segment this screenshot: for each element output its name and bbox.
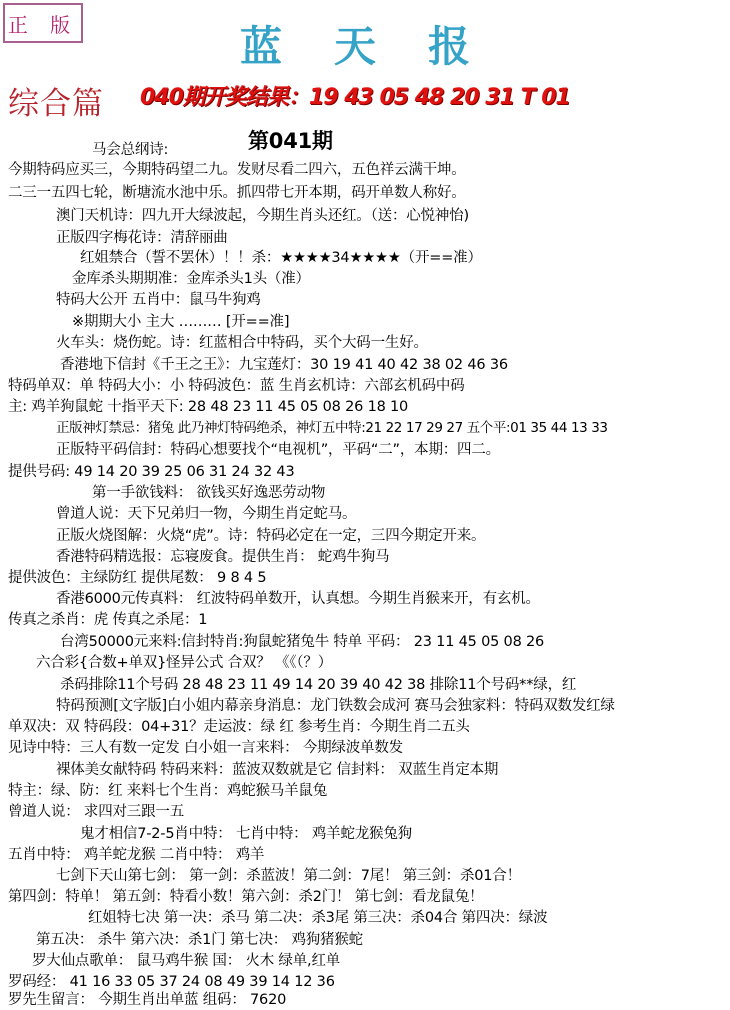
tip-line: 正版特平码信封：特码心想要找个“电视机”，平码“二”，本期：四二。 — [56, 442, 500, 458]
tip-line: 台湾50000元来料:信封特肖:狗鼠蛇猪兔牛 特单 平码： 23 11 45 05 08 26 — [60, 634, 545, 650]
section-heading: 综合篇 — [8, 86, 104, 122]
tip-line: 提供波色：主绿防红 提供尾数： 9 8 4 5 — [8, 570, 267, 586]
tip-line: 提供号码: 49 14 20 39 25 06 31 24 32 43 — [8, 464, 295, 480]
tip-line: 第一手欲钱料： 欲钱买好逸恶劳动物 — [92, 485, 326, 501]
tip-line: 红姐禁合（誓不罢休）！！杀：★★★★34★★★★（开==准） — [80, 250, 482, 266]
tip-line: 七剑下天山第七剑： 第一剑：杀蓝波！第二剑：7尾！ 第三剑：杀01合！ — [56, 868, 521, 884]
newspaper-title: 蓝天报 — [240, 22, 523, 71]
tip-line: 曾道人说： 求四对三跟一五 — [8, 804, 185, 820]
tip-line: 五肖中特： 鸡羊蛇龙猴 二肖中特： 鸡羊 — [8, 847, 265, 863]
tip-line: 香港地下信封《千王之王》：九宝莲灯：30 19 41 40 42 38 02 46 36 — [60, 357, 508, 373]
tip-line: 杀码排除11个号码 28 48 23 11 49 14 20 39 40 42 38 排除11个号码**绿，红 — [60, 677, 577, 693]
tip-line: 曾道人说：天下兄弟归一物，今期生肖定蛇马。 — [56, 506, 357, 522]
tip-line: 罗码经： 41 16 33 05 37 24 08 49 39 14 12 36 — [8, 974, 335, 990]
tip-line: 裸体美女献特码 特码来料：蓝波双数就是它 信封料： 双蓝生肖定本期 — [56, 762, 499, 778]
tip-line: 正版四字梅花诗：清辞丽曲 — [56, 230, 228, 246]
tip-line: 红姐特七决 第一决：杀马 第二决：杀3尾 第三决：杀04合 第四决：绿波 — [88, 910, 548, 926]
tip-line: 金库杀头期期准：金库杀头1头（准） — [72, 271, 310, 287]
tip-line: 主: 鸡羊狗鼠蛇 十指平天下: 28 48 23 11 45 05 08 26 18 10 — [8, 399, 409, 415]
tip-line: ※期期大小 主大 ……… [开==准] — [72, 314, 290, 330]
poem-line: 今期特码应买三，今期特码望二九。发财尽看二四六，五色祥云满干坤。 — [8, 162, 466, 178]
genuine-stamp: 正 版 — [3, 3, 83, 43]
tip-line: 正版火烧图解：火烧“虎”。诗：特码必定在一定，三四今期定开来。 — [56, 528, 486, 544]
poem-line: 二三一五四七轮，断塘流水池中乐。抓四带七开本期，码开单数人称好。 — [8, 185, 466, 201]
tip-line: 见诗中特：三人有数一定发 白小姐一言来料： 今期绿波单数发 — [8, 740, 403, 756]
poem-heading: 马会总纲诗: — [92, 142, 169, 158]
tip-line: 澳门天机诗：四九开大绿波起，今期生肖头还红。（送：心悦神怡) — [56, 208, 469, 224]
tip-line: 正版神灯禁忌：猪兔 此乃神灯特码绝杀，神灯五中特:21 22 17 29 27 五个平:01 35 44 13 33 — [56, 420, 608, 436]
tip-line: 传真之杀肖：虎 传真之杀尾：1 — [8, 612, 208, 628]
tip-line: 单双决：双 特码段：04+31？走运波：绿 红 参考生肖：今期生肖二五头 — [8, 719, 470, 735]
tip-line: 特主：绿、防：红 来料七个生肖：鸡蛇猴马羊鼠兔 — [8, 783, 328, 799]
issue-number: 第041期 — [248, 129, 333, 153]
tip-line: 第五决： 杀牛 第六决：杀1门 第七决： 鸡狗猪猴蛇 — [36, 932, 363, 948]
previous-draw-result: 040期开奖结果：19 43 05 48 20 31 T 01 — [140, 85, 570, 110]
tip-line: 特码大公开 五肖中：鼠马牛狗鸡 — [56, 292, 261, 308]
tip-line: 罗大仙点歌单： 鼠马鸡牛猴 国： 火木 绿单,红单 — [32, 953, 341, 969]
tip-line: 香港特码精选报：忘寝废食。提供生肖： 蛇鸡牛狗马 — [56, 549, 390, 565]
tip-line: 鬼才相信7-2-5肖中特： 七肖中特： 鸡羊蛇龙猴兔狗 — [80, 826, 412, 842]
tip-line: 特码预测[文字版]白小姐内幕亲身消息：龙门铁数会成河 赛马会独家料：特码双数发红绿 — [56, 698, 615, 714]
tip-line: 香港6000元传真料： 红波特码单数开，认真想。今期生肖猴来开，有玄机。 — [56, 591, 540, 607]
tip-line: 罗先生留言： 今期生肖出单蓝 组码： 7620 — [8, 992, 287, 1008]
tip-line: 六合彩{合数+单双}怪异公式 合双？ 《《（？） — [36, 655, 333, 671]
tip-line: 特码单双：单 特码大小：小 特码波色：蓝 生肖玄机诗：六部玄机码中码 — [8, 378, 465, 394]
tip-line: 火车头：烧伤蛇。诗：红蓝相合中特码，买个大码一生好。 — [56, 335, 428, 351]
tip-line: 第四剑：特单！ 第五剑：特看小数！第六剑：杀2门！ 第七剑：看龙鼠兔！ — [8, 889, 484, 905]
